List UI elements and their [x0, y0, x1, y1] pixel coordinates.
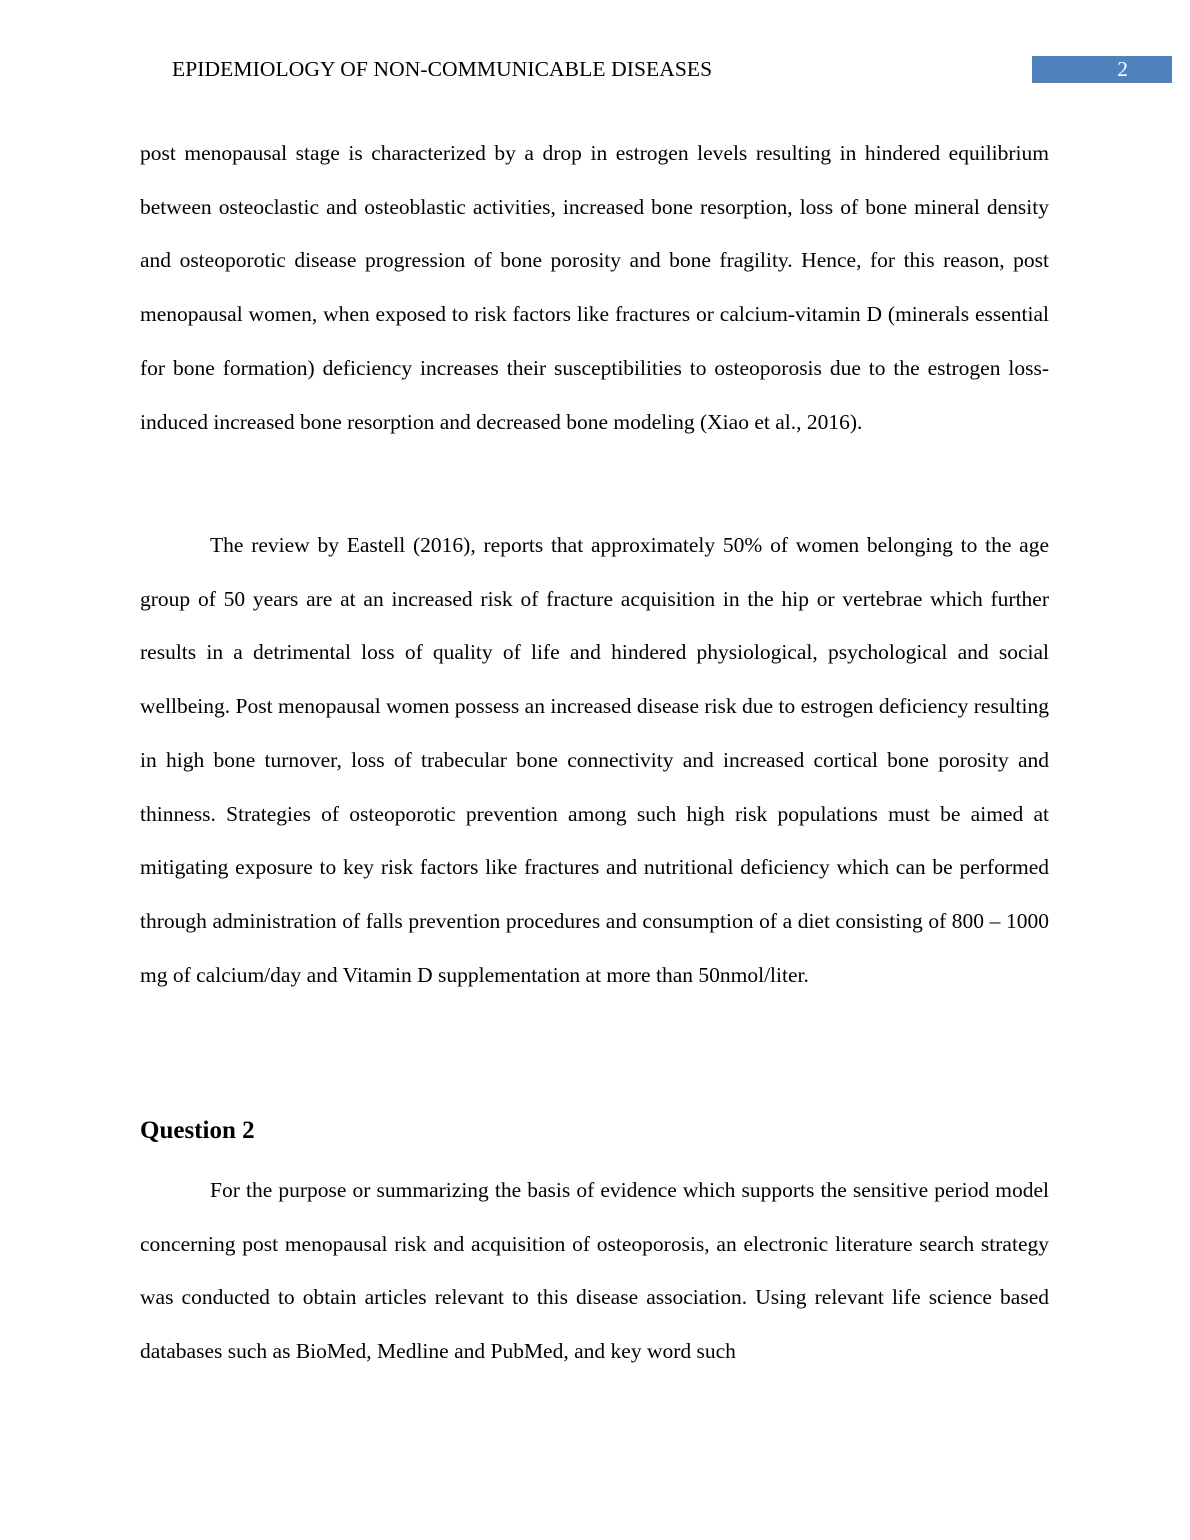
page-number: 2 [1117, 57, 1128, 81]
section-heading: Question 2 [140, 1117, 255, 1144]
body-paragraph-2: The review by Eastell (2016), reports that approximately 50% of women belonging to the age group of 50 years are at an increased risk of fracture acquisition in the hip or vertebrae which further results in a detrimental loss of quality of life and hindered physiological, psychological and social wellbeing. Post menopausal women possess an increased disease risk due to estrogen deficiency resulting in high bone turnover, loss of trabecular bone connectivity and increased cortical bone porosity and thinness. Strategies of osteoporotic prevention among such high risk populations must be aimed at mitigating exposure to key risk factors like fractures and nutritional deficiency which can be performed through administration of falls prevention procedures and consumption of a diet consisting of 800 – 1000 mg of calcium/day and Vitamin D supplementation at more than 50nmol/liter. [140, 533, 1049, 987]
body-paragraph-3: For the purpose or summarizing the basis of evidence which supports the sensitive period model concerning post menopausal risk and acquisition of osteoporosis, an electronic literature search strategy was conducted to obtain articles relevant to this disease association. Using relevant life science based databases such as BioMed, Medline and PubMed, and key word such [140, 1178, 1049, 1364]
page-number-box [1032, 56, 1172, 83]
running-head: EPIDEMIOLOGY OF NON-COMMUNICABLE DISEASES [172, 57, 713, 81]
body-paragraph-1: post menopausal stage is characterized by a drop in estrogen levels resulting in hindered equilibrium between osteoclastic and osteoblastic activities, increased bone resorption, loss of bone mineral density and osteoporotic disease progression of bone porosity and bone fragility. Hence, for this reason, post menopausal women, when exposed to risk factors like fractures or calcium-vitamin D (minerals essential for bone formation) deficiency increases their susceptibilities to osteoporosis due to the estrogen loss-induced increased bone resorption and decreased bone modeling (Xiao et al., 2016). [140, 141, 1049, 434]
